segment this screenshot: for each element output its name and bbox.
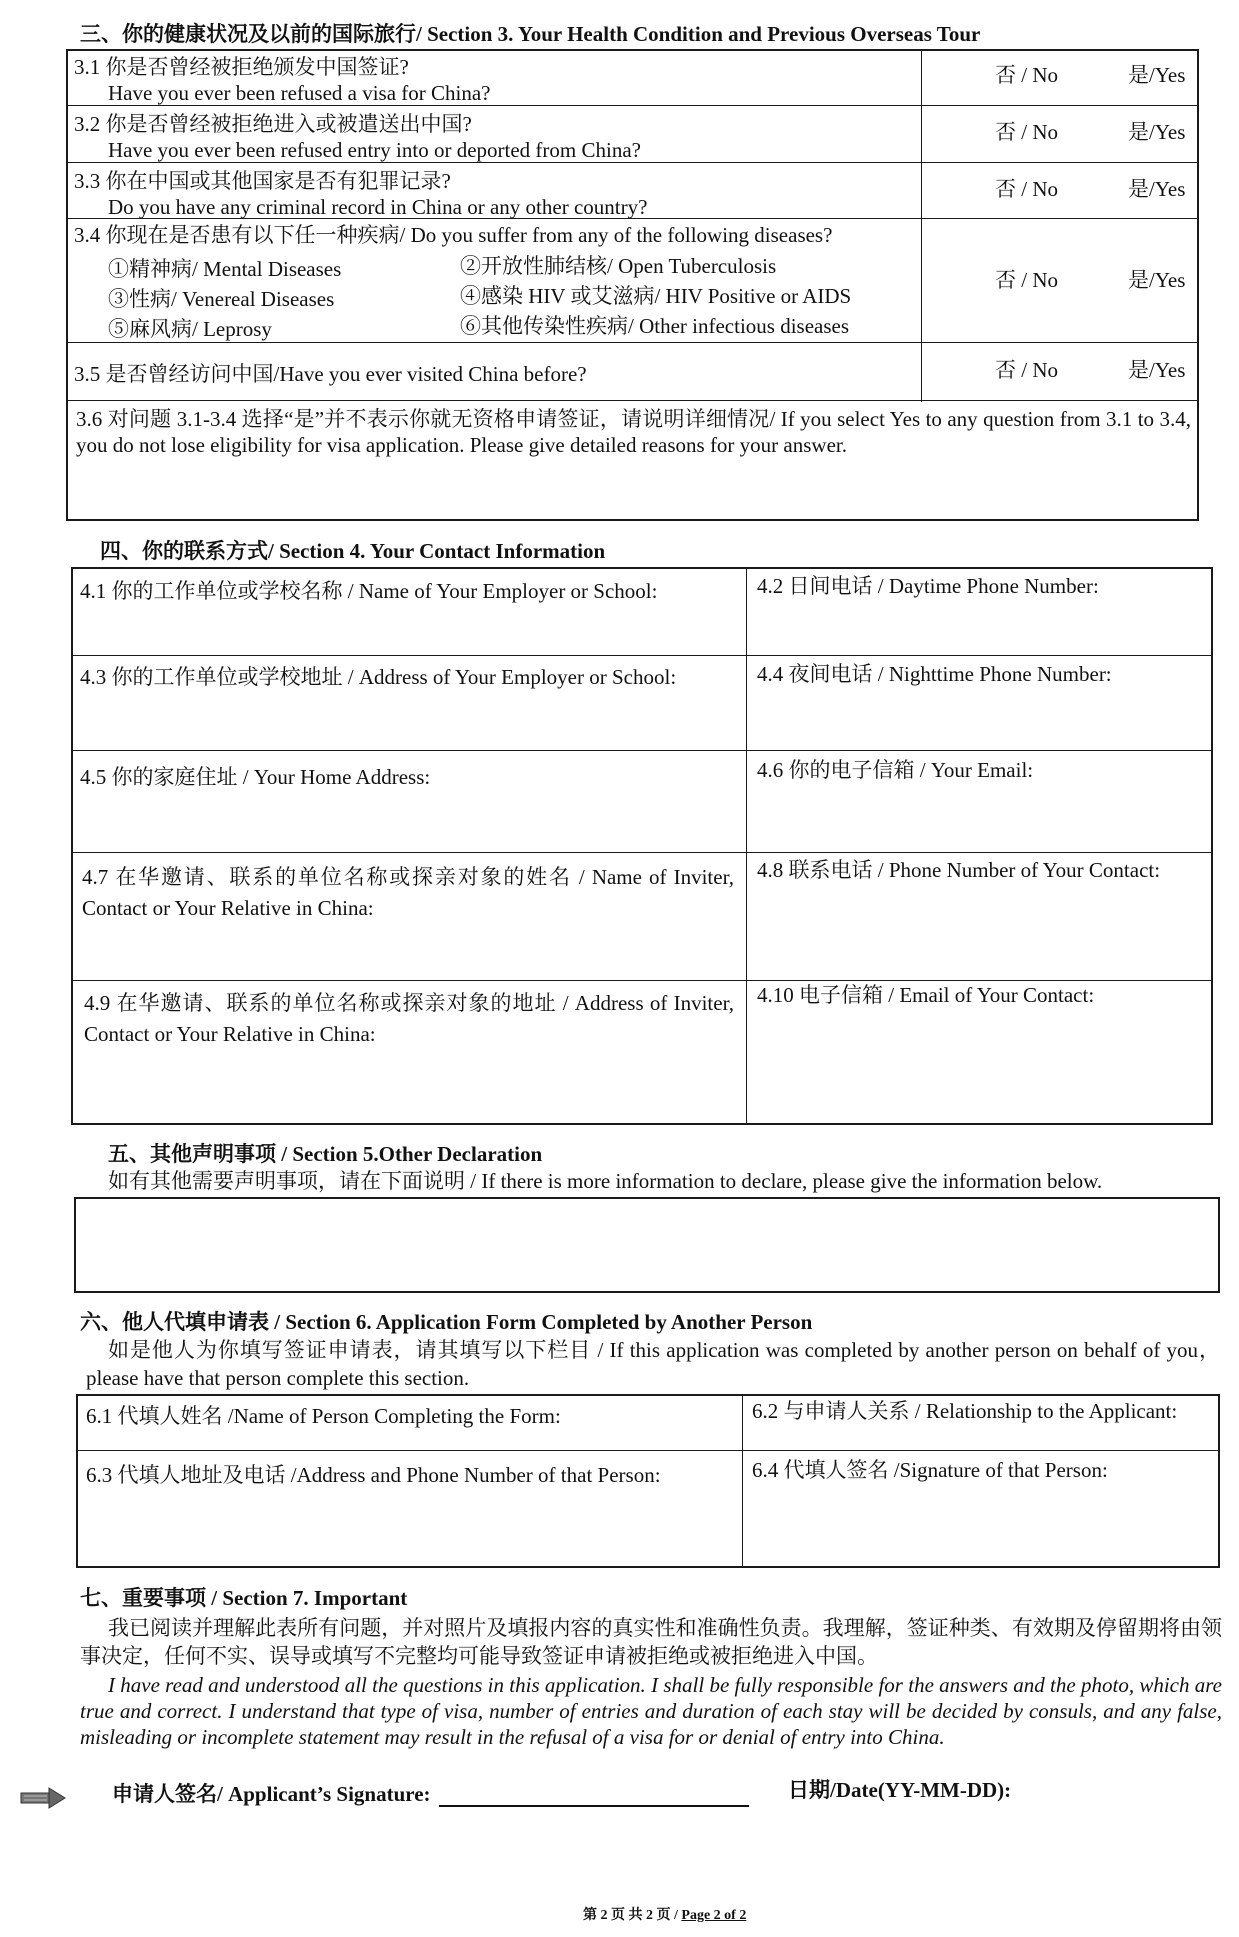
declaration-field[interactable] bbox=[74, 1197, 1220, 1293]
question-3-2-en: Have you ever been refused entry into or deported from China? bbox=[108, 138, 641, 162]
field-4-4-label: 4.4 夜间电话 / Nighttime Phone Number: bbox=[757, 662, 1112, 686]
details-field[interactable] bbox=[70, 460, 1195, 518]
q3-3-yes-option[interactable]: 是/Yes bbox=[1128, 177, 1186, 201]
question-3-3-cn: 3.3 你在中国或其他国家是否有犯罪记录? bbox=[74, 169, 451, 193]
q3-5-no-option[interactable]: 否 / No bbox=[995, 358, 1058, 382]
column-divider bbox=[742, 1394, 743, 1568]
field-4-10-label: 4.10 电子信箱 / Email of Your Contact: bbox=[757, 983, 1095, 1007]
row-divider bbox=[71, 852, 1213, 853]
field-6-2-label: 6.2 与申请人关系 / Relationship to the Applicant: bbox=[752, 1399, 1178, 1423]
arrow-right-icon bbox=[20, 1786, 66, 1810]
section6-intro: 如是他人为你填写签证申请表，请其填写以下栏目 / If this application was completed by another person on behalf of you，please have that person complete this section. bbox=[86, 1338, 1220, 1390]
q3-3-no-option[interactable]: 否 / No bbox=[995, 177, 1058, 201]
field-4-1-label: 4.1 你的工作单位或学校名称 / Name of Your Employer or School: bbox=[80, 579, 658, 603]
applicant-signature-label: 申请人签名/ Applicant’s Signature: bbox=[112, 1782, 431, 1806]
question-3-6: 3.6 对问题 3.1-3.4 选择“是”并不表示你就无资格申请签证，请说明详细情况/ If you select Yes to any question from 3.1 to 3.4, you do not lose eligibility for visa application. Please give detailed reasons for your answer. bbox=[76, 407, 1191, 457]
section5-intro: 如有其他需要声明事项，请在下面说明 / If there is more information to declare, please give the information below. bbox=[108, 1169, 1103, 1193]
row-divider bbox=[71, 655, 1213, 656]
question-3-5: 3.5 是否曾经访问中国/Have you ever visited China before? bbox=[74, 362, 587, 386]
field-4-5-label: 4.5 你的家庭住址 / Your Home Address: bbox=[80, 765, 431, 789]
field-4-2-label: 4.2 日间电话 / Daytime Phone Number: bbox=[757, 574, 1099, 598]
applicant-signature-field[interactable] bbox=[439, 1783, 749, 1807]
field-4-7-label: 4.7 在华邀请、联系的单位名称或探亲对象的姓名 / Name of Inviter, Contact or Your Relative in China: bbox=[82, 865, 734, 920]
field-4-6-label: 4.6 你的电子信箱 / Your Email: bbox=[757, 758, 1034, 782]
section3-title: 三、你的健康状况及以前的国际旅行/ Section 3. Your Health Condition and Previous Overseas Tour bbox=[80, 22, 981, 46]
applicant-signature-row bbox=[112, 1782, 749, 1807]
question-3-4: 3.4 你现在是否患有以下任一种疾病/ Do you suffer from any of the following diseases? bbox=[74, 223, 833, 247]
question-3-2-cn: 3.2 你是否曾经被拒绝进入或被遣送出中国? bbox=[74, 112, 472, 136]
footer-cn: 第 2 页 共 2 页 / bbox=[583, 1908, 682, 1923]
q3-4-no-option[interactable]: 否 / No bbox=[995, 268, 1058, 292]
row-divider bbox=[66, 400, 1199, 401]
section7-en-text: I have read and understood all the questions in this application. I shall be fully responsible for the answers and the photo, which are true and correct. I understand that type of visa, number of entries and duration of each stay will be decided by consuls, and any false, misleading or incomplete statement may result in the refusal of a visa for or denial of entry into China. bbox=[80, 1673, 1222, 1749]
section7-title: 七、重要事项 / Section 7. Important bbox=[80, 1586, 408, 1610]
disease-item: ②开放性肺结核/ Open Tuberculosis bbox=[460, 254, 777, 278]
field-6-4-label: 6.4 代填人签名 /Signature of that Person: bbox=[752, 1458, 1108, 1482]
disease-item: ③性病/ Venereal Diseases bbox=[108, 287, 335, 311]
disease-item: ①精神病/ Mental Diseases bbox=[108, 257, 342, 281]
answer-column-divider bbox=[921, 49, 922, 402]
section5-title: 五、其他声明事项 / Section 5.Other Declaration bbox=[108, 1142, 543, 1166]
q3-4-yes-option[interactable]: 是/Yes bbox=[1128, 268, 1186, 292]
disease-item: ④感染 HIV 或艾滋病/ HIV Positive or AIDS bbox=[460, 284, 852, 308]
row-divider bbox=[76, 1450, 1220, 1451]
column-divider bbox=[746, 567, 747, 1125]
question-3-1-cn: 3.1 你是否曾经被拒绝颁发中国签证? bbox=[74, 55, 409, 79]
q3-1-yes-option[interactable]: 是/Yes bbox=[1128, 63, 1186, 87]
field-6-1-label: 6.1 代填人姓名 /Name of Person Completing the Form: bbox=[86, 1404, 561, 1428]
section4-title: 四、你的联系方式/ Section 4. Your Contact Information bbox=[100, 539, 606, 563]
row-divider bbox=[71, 750, 1213, 751]
footer-en: Page 2 of 2 bbox=[681, 1908, 747, 1923]
question-3-3-en: Do you have any criminal record in China or any other country? bbox=[108, 195, 648, 219]
page-footer bbox=[583, 1908, 746, 1925]
field-4-8-label: 4.8 联系电话 / Phone Number of Your Contact: bbox=[757, 858, 1161, 882]
q3-2-yes-option[interactable]: 是/Yes bbox=[1128, 120, 1186, 144]
question-3-1-en: Have you ever been refused a visa for China? bbox=[108, 81, 491, 105]
field-6-3-label: 6.3 代填人地址及电话 /Address and Phone Number of that Person: bbox=[86, 1463, 661, 1487]
disease-item: ⑥其他传染性疾病/ Other infectious diseases bbox=[460, 314, 850, 338]
disease-item: ⑤麻风病/ Leprosy bbox=[108, 317, 272, 341]
q3-2-no-option[interactable]: 否 / No bbox=[995, 120, 1058, 144]
field-4-3-label: 4.3 你的工作单位或学校地址 / Address of Your Employer or School: bbox=[80, 665, 677, 689]
section7-cn-text: 我已阅读并理解此表所有问题，并对照片及填报内容的真实性和准确性负责。我理解，签证种类、有效期及停留期将由领事决定，任何不实、误导或填写不完整均可能导致签证申请被拒绝或被拒绝进入中国。 bbox=[80, 1616, 1222, 1668]
date-label: 日期/Date(YY-MM-DD): bbox=[788, 1778, 1012, 1802]
row-divider bbox=[71, 980, 1213, 981]
section6-title: 六、他人代填申请表 / Section 6. Application Form Completed by Another Person bbox=[80, 1310, 813, 1334]
q3-5-yes-option[interactable]: 是/Yes bbox=[1128, 358, 1186, 382]
q3-1-no-option[interactable]: 否 / No bbox=[995, 63, 1058, 87]
field-4-9-label: 4.9 在华邀请、联系的单位名称或探亲对象的地址 / Address of Inviter, Contact or Your Relative in China: bbox=[84, 991, 734, 1046]
